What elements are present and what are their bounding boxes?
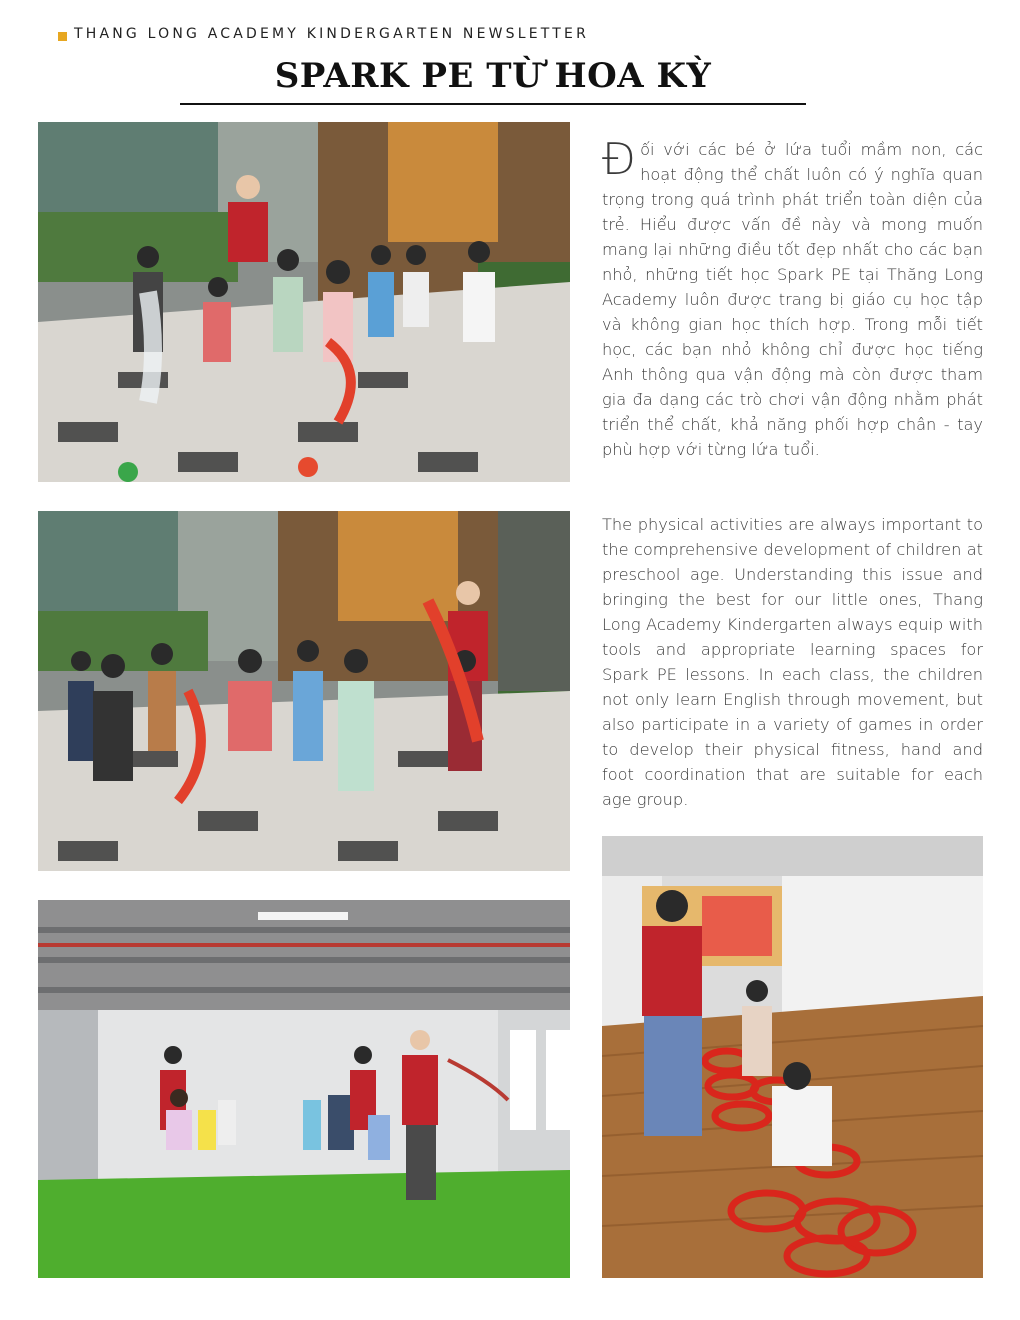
article-vietnamese-body: ối với các bé ở lứa tuổi mầm non, các hoạt động thể chất luôn có ý nghĩa quan trọng trong quá trình phát triển toàn diện của trẻ. Hiểu được vấn đề này và mong muốn mang lại những điều tốt đẹp nhất cho các bạn nhỏ, những tiết học Spark PE tại Thăng Long Academy luôn được trang bị giáo cụ học tập và không gian học thích hợp. Trong mỗi tiết học, các bạn nhỏ không chỉ được học tiếng Anh thông qua vận động mà còn được tham gia đa dạng các trò chơi vận động nhằm phát triển thể chất, khả năng phối hợp chân - tay phù hợp với từng lứa tuổi. [602, 140, 983, 459]
article-english: The physical activities are always important to the comprehensive development of children at preschool age. Understanding this issue and bringing the best for our little ones, Thang Long Academy Kindergarten always equip with tools and appropriate learning spaces for Spark PE lessons. In each class, the children not only learn English through movement, but also participate in a variety of games in order to develop their physical fitness, hand and foot coordination that are suitable for each age group. [602, 515, 983, 809]
page-title: SPARK PE TỪ HOA KỲ [274, 56, 712, 96]
dropcap: Đ [602, 134, 637, 185]
newsletter-label: THANG LONG ACADEMY KINDERGARTEN NEWSLETTER [74, 26, 590, 42]
photo-indoor-hoops [602, 836, 983, 1278]
header-accent-square [58, 32, 67, 41]
photo-indoor-turf-room [38, 900, 570, 1278]
article-vietnamese [602, 134, 983, 462]
title-underline [180, 103, 806, 105]
photo-outdoor-scarves-1 [38, 122, 570, 482]
photo-outdoor-scarves-2 [38, 511, 570, 871]
